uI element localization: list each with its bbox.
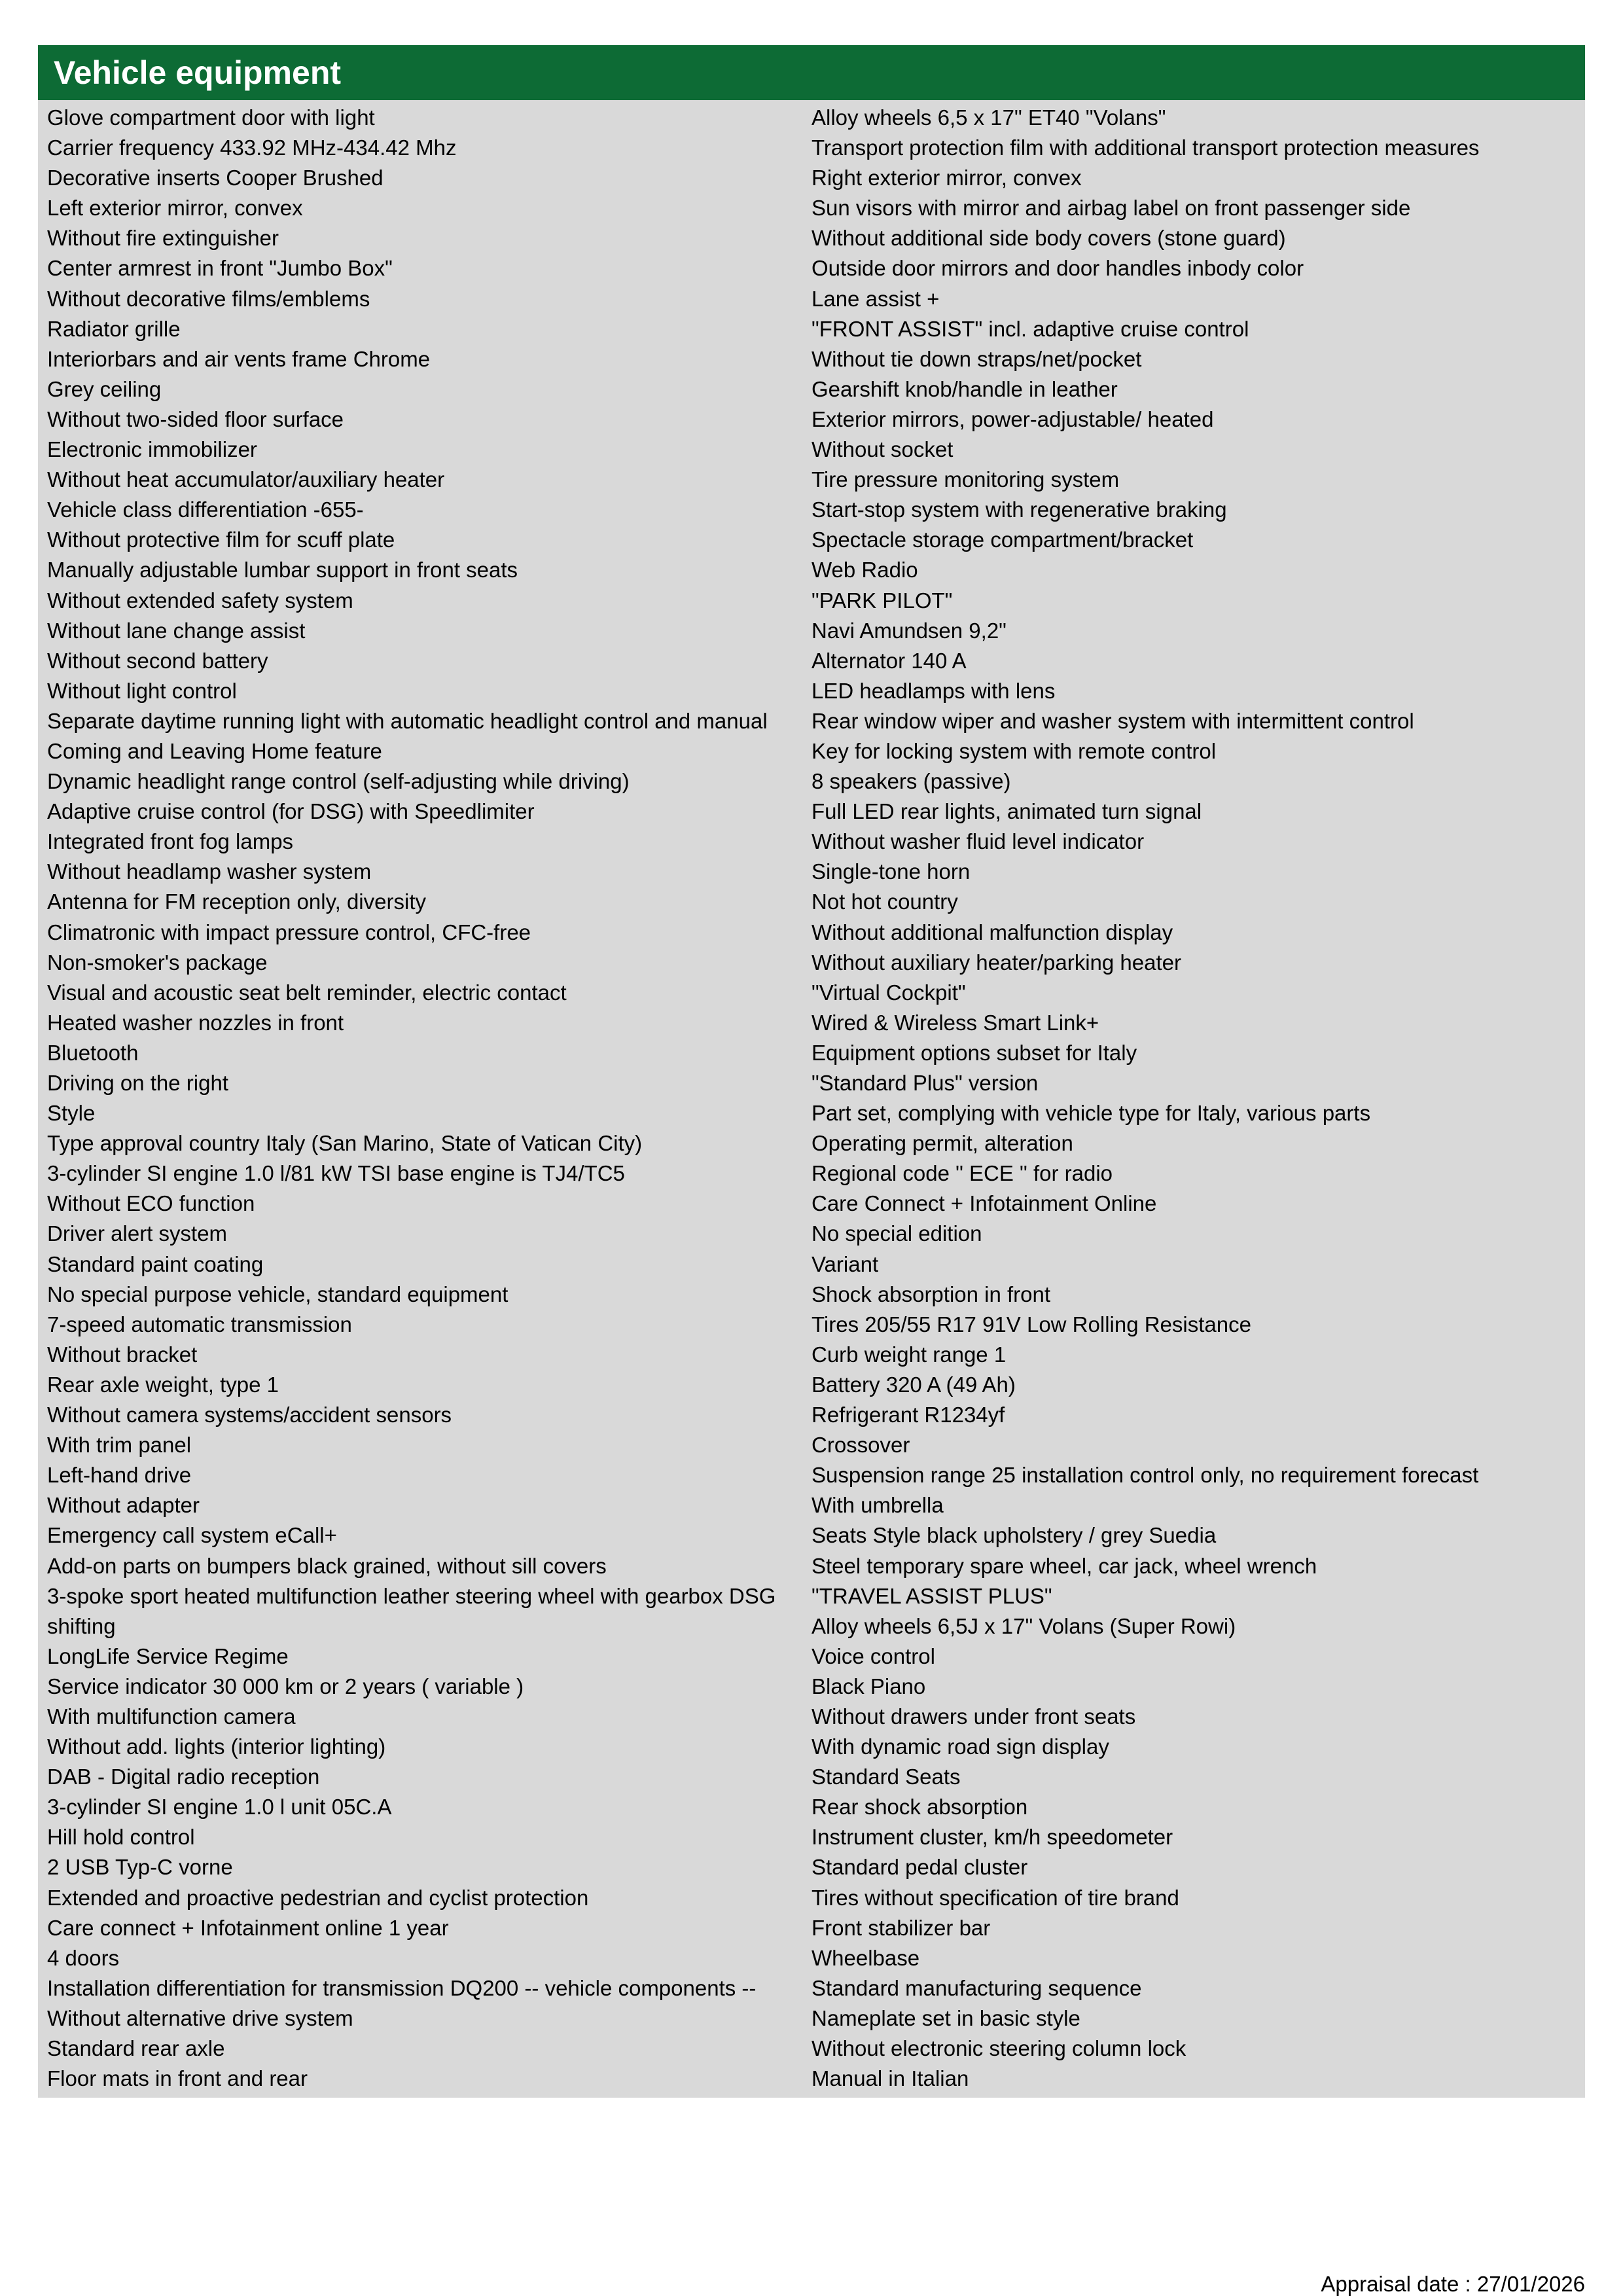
equipment-item: Without add. lights (interior lighting) (47, 1734, 386, 1759)
equipment-item: Style (47, 1101, 96, 1126)
equipment-item: Rear window wiper and washer system with intermittent control (812, 708, 1414, 733)
equipment-item: Visual and acoustic seat belt reminder, electric contact (47, 980, 567, 1005)
equipment-item: Driving on the right (47, 1071, 228, 1095)
equipment-column-left (38, 103, 812, 2094)
equipment-item: Sun visors with mirror and airbag label on front passenger side (812, 196, 1411, 221)
equipment-item: Without additional malfunction display (812, 920, 1173, 944)
equipment-item: Wheelbase (812, 1945, 920, 1970)
equipment-item: Without decorative films/emblems (47, 286, 370, 311)
equipment-item: Right exterior mirror, convex (812, 166, 1082, 190)
equipment-item: "Virtual Cockpit" (812, 980, 966, 1005)
equipment-item: Battery 320 A (49 Ah) (812, 1372, 1016, 1397)
equipment-item: Without socket (812, 437, 954, 462)
equipment-item: Without lane change assist (47, 618, 306, 643)
equipment-item: Without light control (47, 678, 237, 703)
equipment-item: Without tie down straps/net/pocket (812, 346, 1142, 371)
equipment-item: With dynamic road sign display (812, 1734, 1109, 1759)
equipment-item: shifting (47, 1613, 116, 1638)
equipment-item: Hill hold control (47, 1825, 195, 1850)
equipment-item: Navi Amundsen 9,2" (812, 618, 1007, 643)
equipment-item: Alloy wheels 6,5J x 17" Volans (Super Rowi) (812, 1613, 1236, 1638)
equipment-item: Black Piano (812, 1674, 926, 1698)
equipment-item: Antenna for FM reception only, diversity (47, 889, 426, 914)
equipment-item: Installation differentiation for transmission DQ200 -- vehicle components -- (47, 1975, 757, 2000)
equipment-item: Coming and Leaving Home feature (47, 738, 382, 763)
equipment-item: Glove compartment door with light (47, 105, 375, 130)
equipment-item: Grey ceiling (47, 376, 162, 401)
section-title: Vehicle equipment (38, 45, 1585, 100)
equipment-item: Not hot country (812, 889, 958, 914)
equipment-item: "PARK PILOT" (812, 588, 953, 613)
equipment-item: Rear axle weight, type 1 (47, 1372, 279, 1397)
appraisal-date: Appraisal date : 27/01/2026 (1321, 2272, 1585, 2296)
equipment-item: Full LED rear lights, animated turn signal (812, 799, 1202, 824)
equipment-item: Without second battery (47, 648, 268, 673)
equipment-item: Nameplate set in basic style (812, 2005, 1080, 2030)
equipment-list (38, 100, 1585, 2098)
equipment-item: Non-smoker's package (47, 950, 268, 975)
equipment-item: Front stabilizer bar (812, 1915, 991, 1940)
equipment-item: Manual in Italian (812, 2066, 969, 2091)
equipment-item: With multifunction camera (47, 1704, 296, 1729)
equipment-item: Curb weight range 1 (812, 1342, 1007, 1367)
equipment-item: Standard pedal cluster (812, 1855, 1028, 1880)
equipment-item: Shock absorption in front (812, 1282, 1051, 1306)
equipment-item: 2 USB Typ-C vorne (47, 1855, 233, 1880)
equipment-item: Without extended safety system (47, 588, 353, 613)
equipment-item: Decorative inserts Cooper Brushed (47, 166, 383, 190)
equipment-item: Integrated front fog lamps (47, 829, 294, 854)
equipment-item: Key for locking system with remote control (812, 738, 1217, 763)
equipment-item: Separate daytime running light with automatic headlight control and manual (47, 708, 768, 733)
equipment-item: "FRONT ASSIST" incl. adaptive cruise control (812, 316, 1249, 341)
equipment-item: Instrument cluster, km/h speedometer (812, 1825, 1173, 1850)
equipment-item: Spectacle storage compartment/bracket (812, 528, 1194, 552)
equipment-item: Tire pressure monitoring system (812, 467, 1120, 492)
equipment-item: No special edition (812, 1221, 982, 1246)
equipment-item: Service indicator 30 000 km or 2 years ( variable ) (47, 1674, 524, 1698)
equipment-item: Without alternative drive system (47, 2005, 353, 2030)
equipment-item: Wired & Wireless Smart Link+ (812, 1010, 1099, 1035)
equipment-item: Variant (812, 1251, 879, 1276)
equipment-item: Lane assist + (812, 286, 940, 311)
equipment-item: Bluetooth (47, 1040, 139, 1065)
equipment-item: Web Radio (812, 558, 918, 583)
equipment-item: Part set, complying with vehicle type for Italy, various parts (812, 1101, 1371, 1126)
equipment-item: Regional code " ECE " for radio (812, 1161, 1113, 1186)
equipment-item: Without protective film for scuff plate (47, 528, 395, 552)
equipment-item: Without two-sided floor surface (47, 406, 344, 431)
equipment-item: "Standard Plus" version (812, 1071, 1039, 1095)
vehicle-equipment-section (38, 45, 1585, 2098)
equipment-item: Center armrest in front "Jumbo Box" (47, 256, 393, 281)
equipment-item: Heated washer nozzles in front (47, 1010, 344, 1035)
equipment-item: 7-speed automatic transmission (47, 1312, 352, 1336)
equipment-item: With trim panel (47, 1433, 192, 1458)
equipment-item: Without headlamp washer system (47, 859, 372, 884)
equipment-item: Manually adjustable lumbar support in front seats (47, 558, 518, 583)
equipment-item: Suspension range 25 installation control only, no requirement forecast (812, 1463, 1479, 1488)
equipment-item: Add-on parts on bumpers black grained, without sill covers (47, 1553, 607, 1578)
equipment-item: Refrigerant R1234yf (812, 1403, 1005, 1427)
equipment-item: Care connect + Infotainment online 1 year (47, 1915, 449, 1940)
equipment-item: Left-hand drive (47, 1463, 192, 1488)
equipment-item: Without heat accumulator/auxiliary heater (47, 467, 445, 492)
equipment-column-right (812, 103, 1585, 2094)
equipment-item: Alloy wheels 6,5 x 17" ET40 "Volans" (812, 105, 1166, 130)
equipment-item: Without drawers under front seats (812, 1704, 1136, 1729)
equipment-item: Climatronic with impact pressure control, CFC-free (47, 920, 531, 944)
equipment-item: Vehicle class differentiation -655- (47, 497, 364, 522)
equipment-item: Gearshift knob/handle in leather (812, 376, 1118, 401)
equipment-item: 8 speakers (passive) (812, 769, 1011, 794)
equipment-item: No special purpose vehicle, standard equipment (47, 1282, 508, 1306)
equipment-item: Voice control (812, 1643, 935, 1668)
equipment-item: 3-cylinder SI engine 1.0 l unit 05C.A (47, 1795, 392, 1820)
equipment-item: With umbrella (812, 1493, 944, 1518)
equipment-item: Dynamic headlight range control (self-adjusting while driving) (47, 769, 630, 794)
equipment-item: Standard rear axle (47, 2036, 225, 2060)
equipment-item: Extended and proactive pedestrian and cyclist protection (47, 1885, 589, 1910)
equipment-item: "TRAVEL ASSIST PLUS" (812, 1583, 1052, 1608)
equipment-item: Without additional side body covers (stone guard) (812, 226, 1286, 251)
equipment-item: LongLife Service Regime (47, 1643, 289, 1668)
equipment-item: DAB - Digital radio reception (47, 1765, 320, 1789)
equipment-item: Standard manufacturing sequence (812, 1975, 1142, 2000)
equipment-item: Equipment options subset for Italy (812, 1040, 1137, 1065)
equipment-item: Without fire extinguisher (47, 226, 279, 251)
equipment-item: Without camera systems/accident sensors (47, 1403, 452, 1427)
equipment-item: Without electronic steering column lock (812, 2036, 1186, 2060)
equipment-item: Single-tone horn (812, 859, 971, 884)
equipment-item: Steel temporary spare wheel, car jack, wheel wrench (812, 1553, 1317, 1578)
equipment-item: Emergency call system eCall+ (47, 1523, 337, 1548)
equipment-item: Electronic immobilizer (47, 437, 257, 462)
equipment-item: Radiator grille (47, 316, 181, 341)
equipment-item: Standard paint coating (47, 1251, 264, 1276)
equipment-item: Without auxiliary heater/parking heater (812, 950, 1181, 975)
equipment-item: Adaptive cruise control (for DSG) with Speedlimiter (47, 799, 535, 824)
equipment-item: Type approval country Italy (San Marino, State of Vatican City) (47, 1131, 643, 1156)
equipment-item: Left exterior mirror, convex (47, 196, 303, 221)
equipment-item: Rear shock absorption (812, 1795, 1028, 1820)
equipment-item: 4 doors (47, 1945, 120, 1970)
equipment-item: Alternator 140 A (812, 648, 967, 673)
equipment-item: Standard Seats (812, 1765, 961, 1789)
equipment-item: Without washer fluid level indicator (812, 829, 1145, 854)
equipment-item: Seats Style black upholstery / grey Suedia (812, 1523, 1217, 1548)
equipment-item: Driver alert system (47, 1221, 228, 1246)
equipment-item: Crossover (812, 1433, 910, 1458)
equipment-item: Transport protection film with additional transport protection measures (812, 135, 1480, 160)
equipment-item: 3-spoke sport heated multifunction leather steering wheel with gearbox DSG (47, 1583, 776, 1608)
equipment-item: Operating permit, alteration (812, 1131, 1073, 1156)
equipment-item: Outside door mirrors and door handles inbody color (812, 256, 1304, 281)
equipment-item: Without adapter (47, 1493, 200, 1518)
equipment-item: 3-cylinder SI engine 1.0 l/81 kW TSI base engine is TJ4/TC5 (47, 1161, 625, 1186)
equipment-item: LED headlamps with lens (812, 678, 1056, 703)
equipment-item: Carrier frequency 433.92 MHz-434.42 Mhz (47, 135, 457, 160)
equipment-item: Floor mats in front and rear (47, 2066, 308, 2091)
equipment-item: Start-stop system with regenerative braking (812, 497, 1227, 522)
equipment-item: Without ECO function (47, 1191, 255, 1216)
equipment-item: Tires without specification of tire brand (812, 1885, 1179, 1910)
equipment-item: Tires 205/55 R17 91V Low Rolling Resistance (812, 1312, 1251, 1336)
equipment-item: Interiorbars and air vents frame Chrome (47, 346, 431, 371)
equipment-item: Care Connect + Infotainment Online (812, 1191, 1157, 1216)
equipment-item: Exterior mirrors, power-adjustable/ heated (812, 406, 1214, 431)
equipment-item: Without bracket (47, 1342, 198, 1367)
